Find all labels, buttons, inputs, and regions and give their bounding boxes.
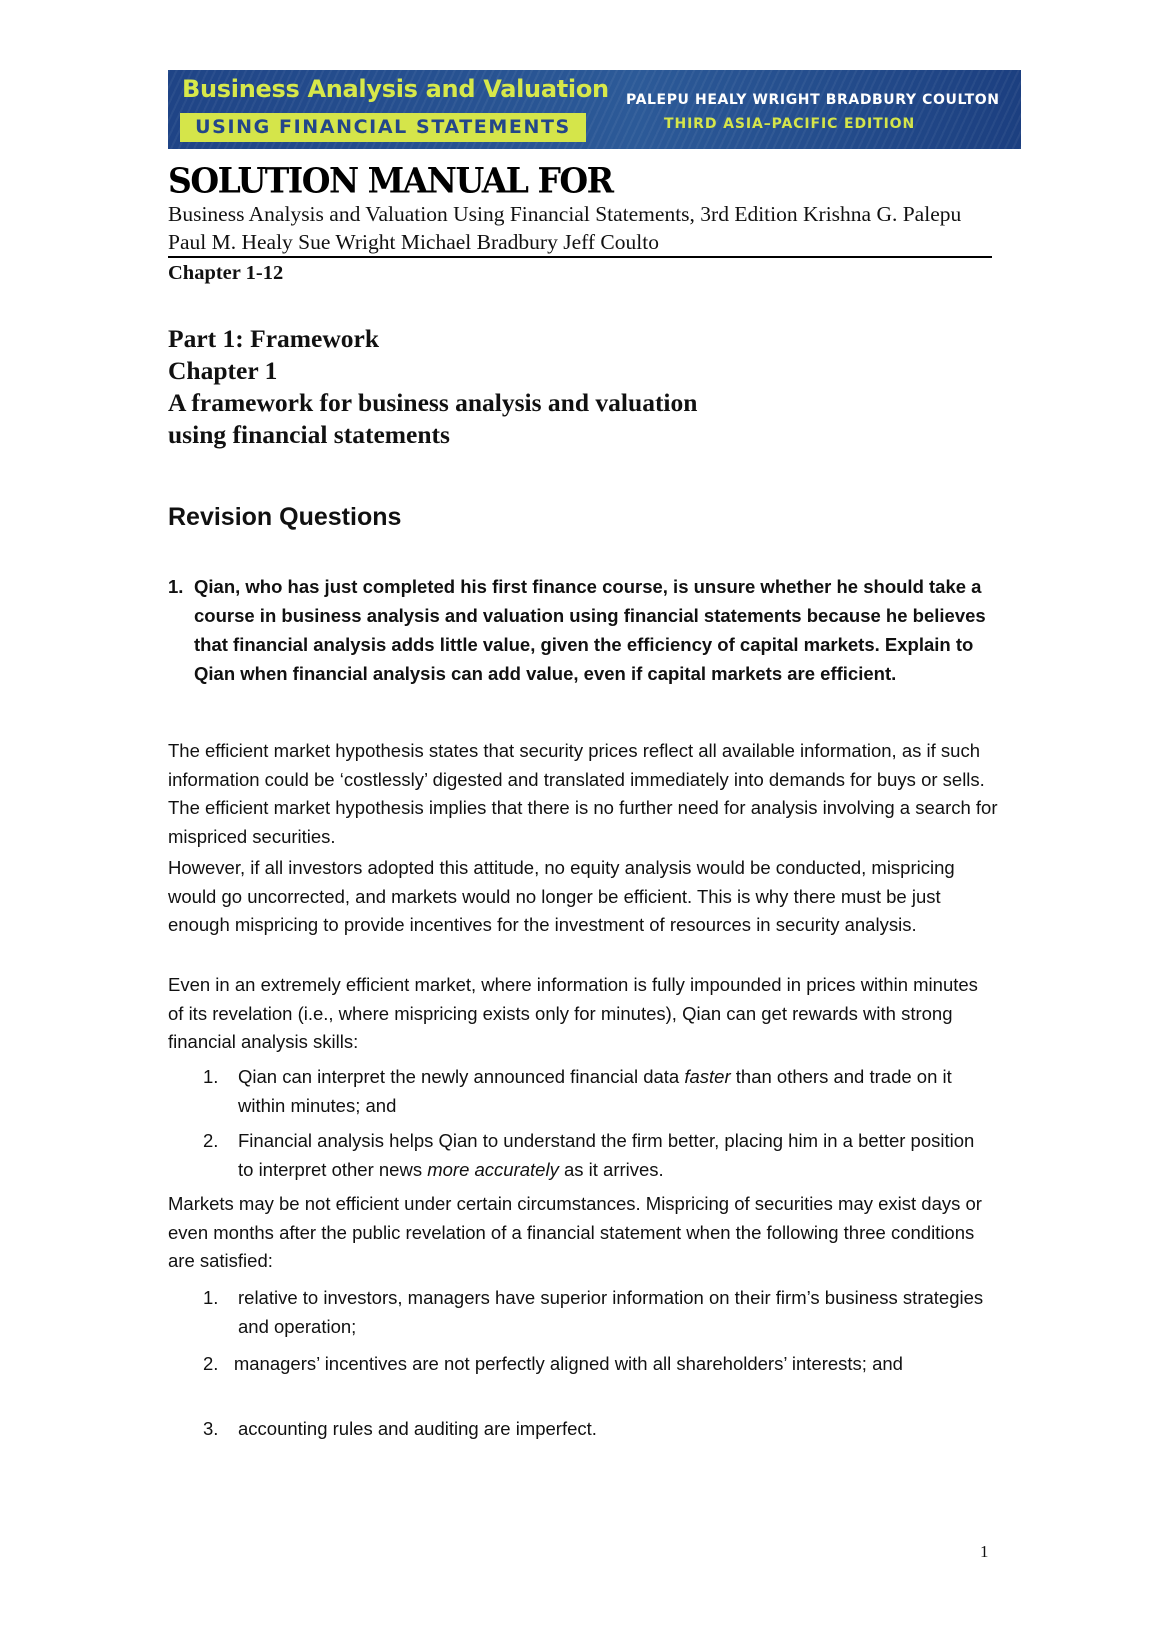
banner-subtitle: USING FINANCIAL STATEMENTS <box>180 113 586 142</box>
list-item <box>203 1284 993 1341</box>
banner-authors: PALEPU HEALY WRIGHT BRADBURY COULTON <box>626 92 1000 108</box>
answer-paragraph-2: However, if all investors adopted this attitude, no equity analysis would be conducted, mispricing would go uncorrected, and markets would no longer be efficient. This is why there must be just enough mispricing to provide incentives for the investment of resources in security analysis. <box>168 857 955 935</box>
list-text: accounting rules and auditing are imperfect. <box>238 1418 597 1439</box>
list-item <box>203 1127 993 1184</box>
list-number: 2. <box>203 1353 219 1374</box>
list-text: relative to investors, managers have superior information on their firm’s business strategies and operation; <box>238 1287 984 1337</box>
list-text: managers’ incentives are not perfectly aligned with all shareholders’ interests; and <box>233 1353 903 1374</box>
question-text: Qian, who has just completed his first finance course, is unsure whether he should take a course in business analysis and valuation using financial statements because he believes that financial analysis adds little value, given the efficiency of capital markets. Explain to Qian when financial analysis can add value, even if capital markets are efficient. <box>194 576 986 684</box>
banner-edition: THIRD ASIA–PACIFIC EDITION <box>664 116 916 132</box>
document-subtitle: Business Analysis and Valuation Using Financial Statements, 3rd Edition Krishna G. Palepu Paul M. Healy Sue Wright Michael Bradbury Jeff Coulto <box>168 202 962 254</box>
list-item <box>203 1063 993 1120</box>
list-number: 1. <box>203 1287 219 1308</box>
chapter-subject-line-1: A framework for business analysis and valuation <box>168 388 698 417</box>
list-number: 3. <box>203 1418 219 1439</box>
question-1 <box>168 572 998 688</box>
chapter-subject-line-2: using financial statements <box>168 420 450 449</box>
answer-paragraph-4: Markets may be not efficient under certain circumstances. Mispricing of securities may exist days or even months after the public revelation of a financial statement when the following three conditions are satisfied: <box>168 1193 982 1271</box>
answer-paragraph-1: The efficient market hypothesis states that security prices reflect all available information, as if such information could be ‘costlessly’ digested and translated immediately into demands for buys or sells. The efficient market hypothesis implies that there is no further need for analysis involving a search for mispriced securities. <box>168 740 998 847</box>
part-title: Part 1: Framework <box>168 324 379 353</box>
book-cover-banner <box>168 70 1021 149</box>
list-item <box>203 1415 993 1444</box>
list-item <box>203 1350 993 1379</box>
list-number: 1. <box>203 1066 219 1087</box>
answer-paragraph-3: Even in an extremely efficient market, where information is fully impounded in prices within minutes of its revelation (i.e., where mispricing exists only for minutes), Qian can get rewards with strong financial analysis skills: <box>168 974 978 1052</box>
part-heading <box>168 323 697 451</box>
section-heading: Revision Questions <box>168 503 402 531</box>
document-title: SOLUTION MANUAL FOR <box>168 160 613 201</box>
list-text: Qian can interpret the newly announced financial data faster than others and trade on it within minutes; and <box>238 1066 952 1116</box>
heading-divider <box>168 256 992 258</box>
list-text: Financial analysis helps Qian to understand the firm better, placing him in a better position to interpret other news more accurately as it arrives. <box>238 1130 975 1180</box>
question-number: 1. <box>168 576 184 597</box>
banner-title: Business Analysis and Valuation <box>182 75 609 103</box>
chapter-range: Chapter 1-12 <box>168 262 284 284</box>
chapter-title: Chapter 1 <box>168 356 278 385</box>
list-number: 2. <box>203 1130 219 1151</box>
page-number: 1 <box>980 1542 989 1561</box>
